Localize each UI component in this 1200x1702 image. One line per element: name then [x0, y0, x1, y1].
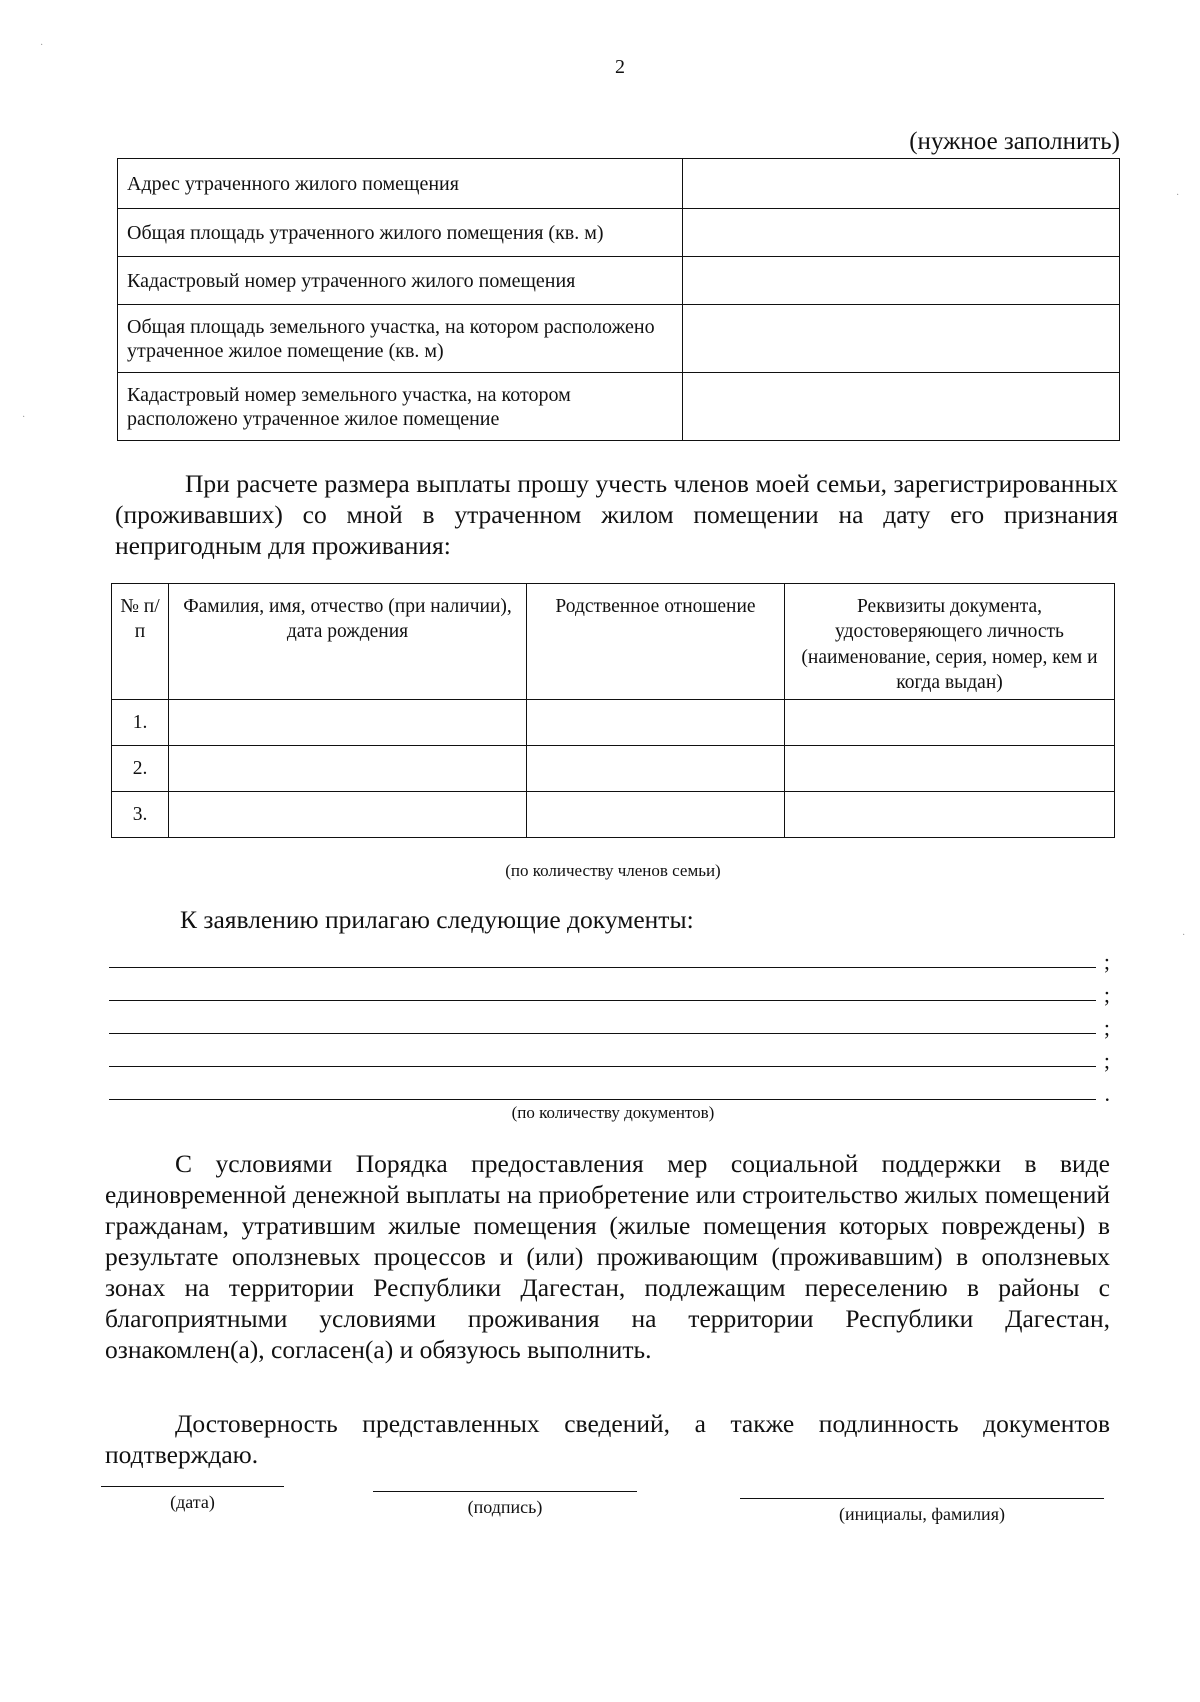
document-entry-line[interactable] — [109, 982, 1110, 1007]
property-value-field[interactable] — [683, 373, 1120, 441]
signature-line[interactable] — [373, 1491, 637, 1492]
document-field[interactable] — [785, 700, 1115, 746]
property-row — [118, 305, 1120, 373]
row-number: 3. — [112, 792, 169, 838]
property-row — [118, 257, 1120, 305]
property-row — [118, 209, 1120, 257]
document-field[interactable] — [785, 792, 1115, 838]
scan-speck: · — [1182, 930, 1186, 941]
line-ending: ; — [1103, 949, 1110, 974]
line-ending: ; — [1103, 1048, 1110, 1073]
line-ending: . — [1104, 1081, 1110, 1106]
document-entry-line[interactable] — [109, 1015, 1110, 1040]
property-value-field[interactable] — [683, 305, 1120, 373]
row-number: 2. — [112, 746, 169, 792]
date-line[interactable] — [101, 1486, 284, 1487]
name-field[interactable] — [169, 700, 527, 746]
row-number: 1. — [112, 700, 169, 746]
family-table-header-row — [112, 584, 1115, 700]
intro-paragraph: При расчете размера выплаты прошу учесть членов моей семьи, зарегистрированных (проживавших) со мной в утраченном жилом помещении на дату его признания непригодным для проживания: — [115, 469, 1118, 560]
documents-heading: К заявлению прилагаю следующие документы: — [180, 905, 694, 934]
confirmation-paragraph: Достоверность представленных сведений, а также подлинность документов подтверждаю. — [105, 1409, 1110, 1469]
header-number: № п/п — [112, 584, 169, 700]
scan-speck: · — [1176, 190, 1180, 201]
property-label: Адрес утраченного жилого помещения — [118, 159, 683, 209]
property-value-field[interactable] — [683, 257, 1120, 305]
property-value-field[interactable] — [683, 209, 1120, 257]
signature-label: (подпись) — [467, 1497, 543, 1517]
family-members-table — [111, 583, 1115, 838]
name-field[interactable] — [169, 792, 527, 838]
property-label: Кадастровый номер утраченного жилого помещения — [118, 257, 683, 305]
terms-paragraph: С условиями Порядка предоставления мер социальной поддержки в виде единовременной денежной выплаты на приобретение или строительство жилых помещений гражданам, утратившим жилые помещения (жилые помещения которых повреждены) в результате оползневых процессов и (или) проживающим (проживавшим) в оползневых зонах на территории Республики Дагестан, подлежащим переселению в районы с благоприятными условиями проживания на территории Республики Дагестан, ознакомлен(а), согласен(а) и обязуюсь выполнить. — [105, 1149, 1110, 1364]
header-identity-document: Реквизиты документа, удостоверяющего личность (наименование, серия, номер, кем и когда выдан) — [785, 584, 1115, 700]
name-field[interactable] — [169, 746, 527, 792]
line-ending: ; — [1103, 1015, 1110, 1040]
header-full-name: Фамилия, имя, отчество (при наличии), дата рождения — [169, 584, 527, 700]
scan-speck: · — [40, 40, 44, 51]
property-table — [117, 158, 1120, 441]
fill-note: (нужное заполнить) — [909, 128, 1120, 155]
page-number: 2 — [615, 56, 625, 78]
relation-field[interactable] — [527, 746, 785, 792]
property-row — [118, 159, 1120, 209]
property-label: Общая площадь земельного участка, на котором расположено утраченное жилое помещение (кв. м) — [118, 305, 683, 373]
document-field[interactable] — [785, 746, 1115, 792]
table-row — [112, 700, 1115, 746]
property-label: Общая площадь утраченного жилого помещения (кв. м) — [118, 209, 683, 257]
name-line[interactable] — [740, 1498, 1104, 1499]
property-row — [118, 373, 1120, 441]
date-label: (дата) — [170, 1492, 215, 1512]
scan-speck: · — [22, 412, 26, 423]
name-label: (инициалы, фамилия) — [839, 1504, 1005, 1524]
table-row — [112, 746, 1115, 792]
documents-caption: (по количеству документов) — [511, 1103, 715, 1122]
line-ending: ; — [1103, 982, 1110, 1007]
document-entry-line[interactable] — [109, 1081, 1110, 1106]
relation-field[interactable] — [527, 700, 785, 746]
relation-field[interactable] — [527, 792, 785, 838]
property-value-field[interactable] — [683, 159, 1120, 209]
family-table-caption: (по количеству членов семьи) — [505, 861, 721, 880]
document-entry-line[interactable] — [109, 949, 1110, 974]
table-row — [112, 792, 1115, 838]
property-label: Кадастровый номер земельного участка, на котором расположено утраченное жилое помещение — [118, 373, 683, 441]
header-relation: Родственное отношение — [527, 584, 785, 700]
document-entry-line[interactable] — [109, 1048, 1110, 1073]
